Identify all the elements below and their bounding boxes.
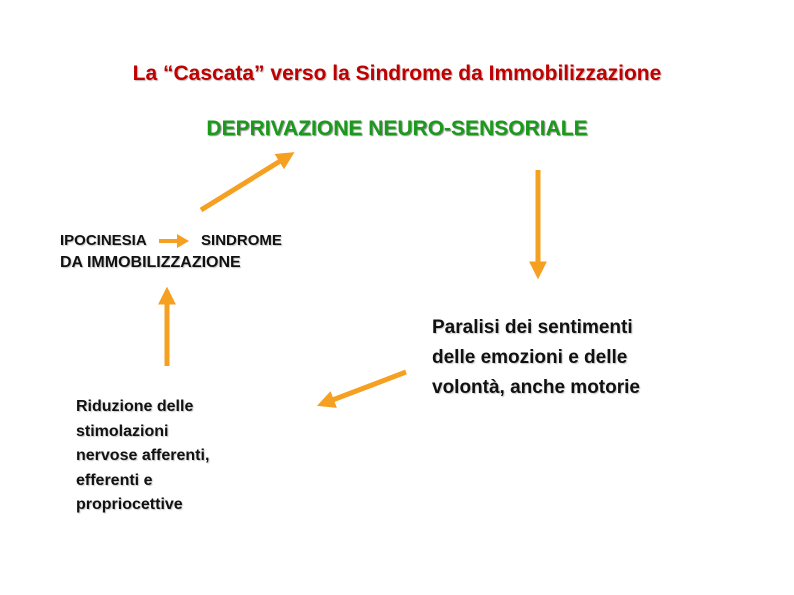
paralisi-line: volontà, anche motorie: [432, 377, 640, 398]
slide-subtitle: DEPRIVAZIONE NEURO-SENSORIALE: [206, 117, 588, 140]
node-paralisi: [432, 313, 640, 403]
arrow-up-right-icon: [201, 155, 290, 210]
paralisi-line: Paralisi dei sentimenti: [432, 317, 633, 338]
node-ipocinesia-row1: [60, 230, 282, 252]
node-riduzione: [76, 395, 209, 518]
paralisi-line: delle emozioni e delle: [432, 347, 628, 368]
riduzione-line: efferenti e: [76, 471, 153, 489]
arrow-right-icon: [159, 234, 189, 248]
sindrome-label: SINDROME: [201, 232, 282, 250]
slide-title: La “Cascata” verso la Sindrome da Immobilizzazione: [132, 62, 662, 85]
riduzione-line: Riduzione delle: [76, 398, 194, 415]
riduzione-line: propriocettive: [76, 496, 183, 513]
riduzione-line: nervose afferenti,: [76, 447, 210, 464]
immobilizzazione-label: DA IMMOBILIZZAZIONE: [60, 254, 241, 272]
node-ipocinesia: [60, 230, 282, 274]
riduzione-line: stimolazioni: [76, 422, 169, 440]
ipocinesia-label: IPOCINESIA: [60, 232, 147, 250]
arrow-down-left-icon: [322, 372, 406, 404]
